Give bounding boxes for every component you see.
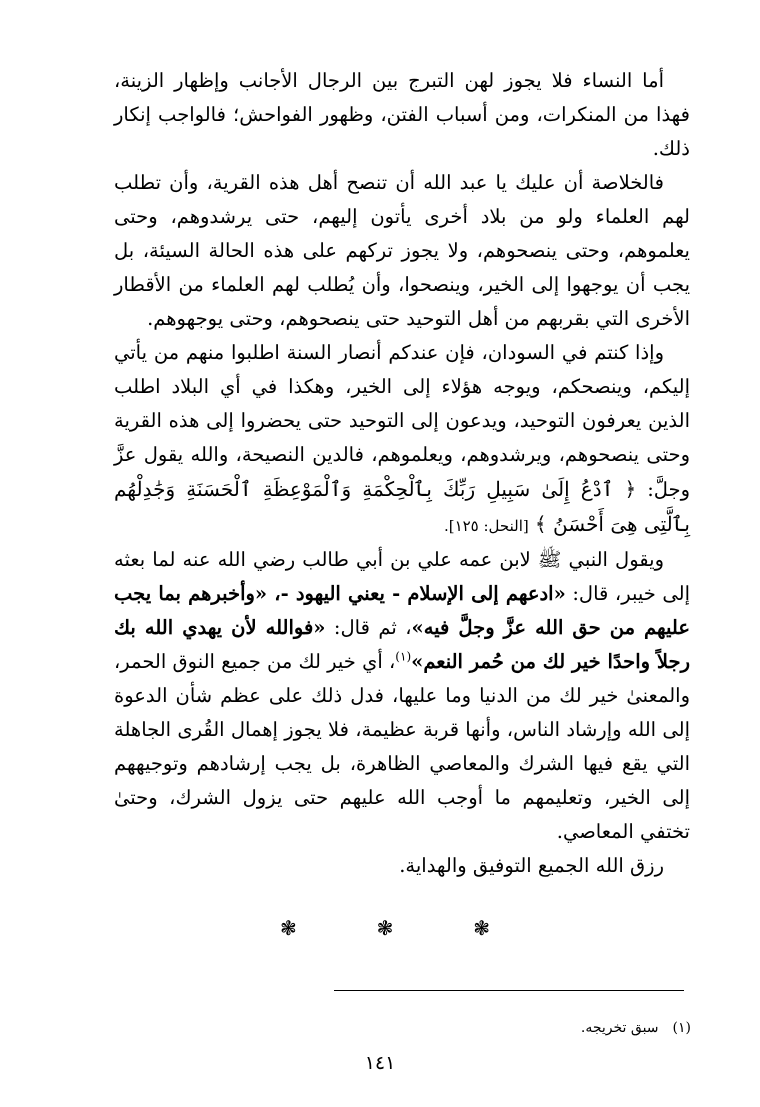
hadith-intro: ويقول النبي ﷺ لابن عمه علي بن أبي طالب رضي الله عنه لما بعثه إلى خيبر، قال: bbox=[114, 548, 690, 605]
page-number: ١٤١ bbox=[364, 1052, 396, 1074]
hadith-connector: ، ثم قال: bbox=[333, 616, 412, 639]
main-text bbox=[114, 64, 690, 883]
paragraph-sudan bbox=[114, 336, 690, 543]
quran-verse: ﴿ ٱدْعُ إِلَىٰ سَبِيلِ رَبِّكَ بِٱلْحِكْمَةِ وَٱلْمَوْعِظَةِ ٱلْحَسَنَةِ وَجَٰدِلْهُم بِٱلَّتِى هِىَ أَحْسَنُ ﴾ bbox=[114, 477, 690, 536]
footnote-number: (١) bbox=[672, 1020, 691, 1036]
footnote-marker[interactable]: (١) bbox=[395, 649, 412, 664]
closing-line: رزق الله الجميع التوفيق والهداية. bbox=[399, 854, 664, 877]
paragraph-hadith bbox=[114, 543, 690, 849]
paragraph-summary: فالخلاصة أن عليك يا عبد الله أن تنصح أهل هذه القرية، وأن تطلب لهم العلماء ولو من بلاد أخرى يأتون إليهم، حتى يرشدوهم، وحتى يعلموهم، وحتى ينصحوهم، ولا يجوز تركهم على هذه الحالة السيئة، بل يجب أن يوجهوا إلى الخير، وينصحوا، وأن يُطلب لهم العلماء من الأقطار الأخرى التي بقربهم من أهل التوحيد حتى ينصحوهم، وحتى يوجهوهم. bbox=[114, 171, 690, 330]
footnote-text: سبق تخريجه. bbox=[580, 1020, 659, 1036]
footnote bbox=[334, 1018, 691, 1038]
flower-ornament-icon: ❃ bbox=[280, 916, 297, 940]
hadith-quote-2: «فوالله لأن يهدي الله بك رجلاً واحدًا خير لك من حُمر النعم» bbox=[114, 616, 690, 673]
footnote-divider bbox=[334, 990, 684, 991]
hadith-quote-1: «ادعهم إلى الإسلام - يعني اليهود -، «وأخبرهم بما يجب عليهم من حق الله عزَّ وجلَّ فيه» bbox=[114, 582, 691, 639]
paragraph-sudan-text: وإذا كنتم في السودان، فإن عندكم أنصار السنة اطلبوا منهم من يأتي إليكم، وينصحكم، ويوجه هؤلاء إلى الخير، وهكذا في أي البلاد اطلب الذين يعرفون التوحيد، ويدعون إلى التوحيد حتى يحضروا إلى هذه القرية وحتى ينصحوهم، ويرشدوهم، ويعلموهم، فالدين النصيحة، والله يقول عزَّ وجلَّ: bbox=[114, 341, 691, 501]
paragraph-women: أما النساء فلا يجوز لهن التبرج بين الرجال الأجانب وإظهار الزينة، فهذا من المنكرات، ومن أسباب الفتن، وظهور الفواحش؛ فالواجب إنكار ذلك. bbox=[114, 69, 690, 160]
verse-reference: [النحل: ١٢٥]. bbox=[443, 517, 529, 535]
hadith-explanation: ، أي خير لك من جميع النوق الحمر، والمعنىٰ خير لك من الدنيا وما عليها، فدل ذلك على عظم شأن الدعوة إلى الله وإرشاد الناس، وأنها قربة عظيمة، فلا يجوز إهمال القُرى الجاهلة التي يقع فيها الشرك والمعاصي الظاهرة، بل يجب إرشادهم وتوجيههم إلى الخير، وتعليمهم ما أوجب الله عليهم حتى يزول الشرك، وحتىٰ تختفي المعاصي. bbox=[114, 650, 690, 843]
section-separator bbox=[280, 916, 490, 940]
flower-ornament-icon: ❃ bbox=[376, 916, 394, 940]
flower-ornament-icon: ❃ bbox=[473, 916, 490, 940]
